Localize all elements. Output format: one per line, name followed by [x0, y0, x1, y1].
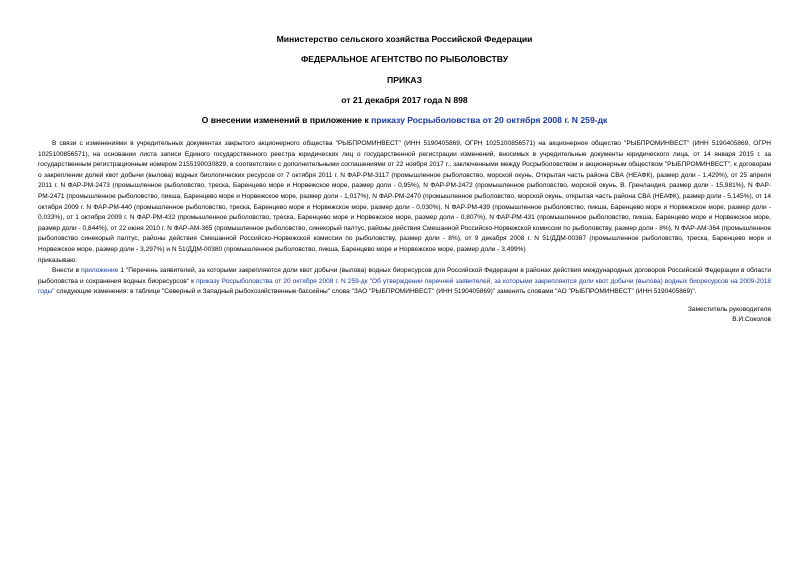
amendment-intro: Внести в [52, 267, 82, 275]
paragraph-grounds: В связи с изменениями в учредительных документах закрытого акционерного общества "РЫБПРОМИНВЕСТ" (ИНН 5190405869, ОГРН 1025100856571) на акционерное общество "РЫБПРОМИНВЕСТ" (ИНН 5190405869, ОГРН 1025100856571), на основании листа записи Единого государственного реестра юридических лиц о государственной регистрации изменений, вносимых в учредительные документы юридического лица, от 14 января 2015 г. за государственным регистрационным номером 2155190030829, в соответствии с дополнительными соглашениями от 22 ноября 2017 г., заключенными между Росрыболовством и акционерным обществом "РЫБПРОМИНВЕСТ", к договорам о закреплении долей квот добычи (вылова) водных биологических ресурсов от 7 октября 2011 г. N ФАР-РМ-3117 (промышленное рыболовство, морской окунь, Открытая часть района СВА (НЕАФК), размер доли - 1,429%), от 25 апреля 2011 г. N ФАР-РМ-2473 (промышленное рыболовство, треска, Баренцево море и Норвежское море, размер доли - 0,95%), N ФАР-РМ-2472 (промышленное рыболовство, морской окунь, В. Гренландия, размер доли - 15,981%), N ФАР-РМ-2471 (промышленное рыболовство, пикша, Баренцево море и Норвежское море, размер доли - 1,017%), N ФАР-РМ-2470 (промышленное рыболовство, морской окунь, открытая часть района СВА (НЕАФК), размер доли - 5,145%), от 14 октября 2009 г. N ФАР-РМ-440 (промышленное рыболовство, треска, Баренцево море и Норвежское море, размер доли - 0,030%), N ФАР-РМ-439 (промышленное рыболовство, пикша, Баренцево море и Норвежское море, размер доли - 0,033%), от 1 октября 2009 г. N ФАР-РМ-432 (промышленное рыболовство, треска, Баренцево море и Норвежское море, размер доли - 0,807%), N ФАР-РМ-431 (промышленное рыболовство, пикша, Баренцево море и Норвежское море, размер доли - 0,844%), от 22 июня 2010 г. N ФАР-АМ-365 (промышленное рыболовство, синекорый палтус, районы действия Смешанной Российско-Норвежской комиссии по рыболовству, размер доли - 8%), N ФАР-АМ-364 (промышленное рыболовство синекорый палтус, районы действия Смешанной Российско-Норвежской комиссии по рыболовству, размер доли - 8%), от 9 декабря 2008 г. N 51/ДДМ-00387 (промышленное рыболовство, треска, Баренцево море и Норвежское море, размер доли - 3,297%) и N 51/ДДМ-00380 (промышленное рыболовство, пикша, Баренцево море и Норвежское море, размер доли - 3,499%) [38, 140, 771, 253]
document-type: ПРИКАЗ [387, 75, 422, 85]
appendix-link[interactable]: приложение [81, 267, 119, 275]
order-word: приказываю: [38, 256, 77, 264]
document-body [38, 139, 771, 298]
signature-block [38, 305, 771, 326]
order-259-link[interactable]: приказу Росрыболовства от 20 октября 2008 г. N 259-дк "Об утверждении перечней заявителей, за которыми закрепляются доли квот добычи (вылова) водных биоресурсов на 2009-2018 годы" [38, 277, 771, 296]
title-order-link[interactable]: приказу Росрыболовства от 20 октября 2008 г. N 259-дк [371, 115, 608, 125]
amendment-changes: следующие изменения: в таблице "Северный и Западный рыбохозяйственные бассейны" слова "ЗАО "РЫБПРОМИНВЕСТ" (ИНН 5190405869)" заменить словами "АО "РЫБПРОМИНВЕСТ" (ИНН 5190405869)". [54, 288, 697, 296]
paragraph-amendment [38, 266, 771, 298]
signatory-name: В.И.Соколов [732, 316, 771, 324]
ministry-name: Министерство сельского хозяйства Российской Федерации [276, 34, 533, 44]
amendment-text: 1 "Перечень заявителей, за которыми закрепляются доли квот добычи (вылова) водных биоресурсов для Российской Федерации в районах действия международных договоров Российской Федерации в области рыболовства и сохранения водных биоресурсов" к [38, 267, 771, 285]
document-page [38, 34, 771, 326]
document-title [38, 115, 771, 126]
document-date-number: от 21 декабря 2017 года N 898 [341, 95, 468, 105]
signatory-position: Заместитель руководителя [687, 305, 771, 313]
agency-name: ФЕДЕРАЛЬНОЕ АГЕНТСТВО ПО РЫБОЛОВСТВУ [300, 54, 509, 64]
title-prefix: О внесении изменений в приложение к [201, 115, 372, 125]
